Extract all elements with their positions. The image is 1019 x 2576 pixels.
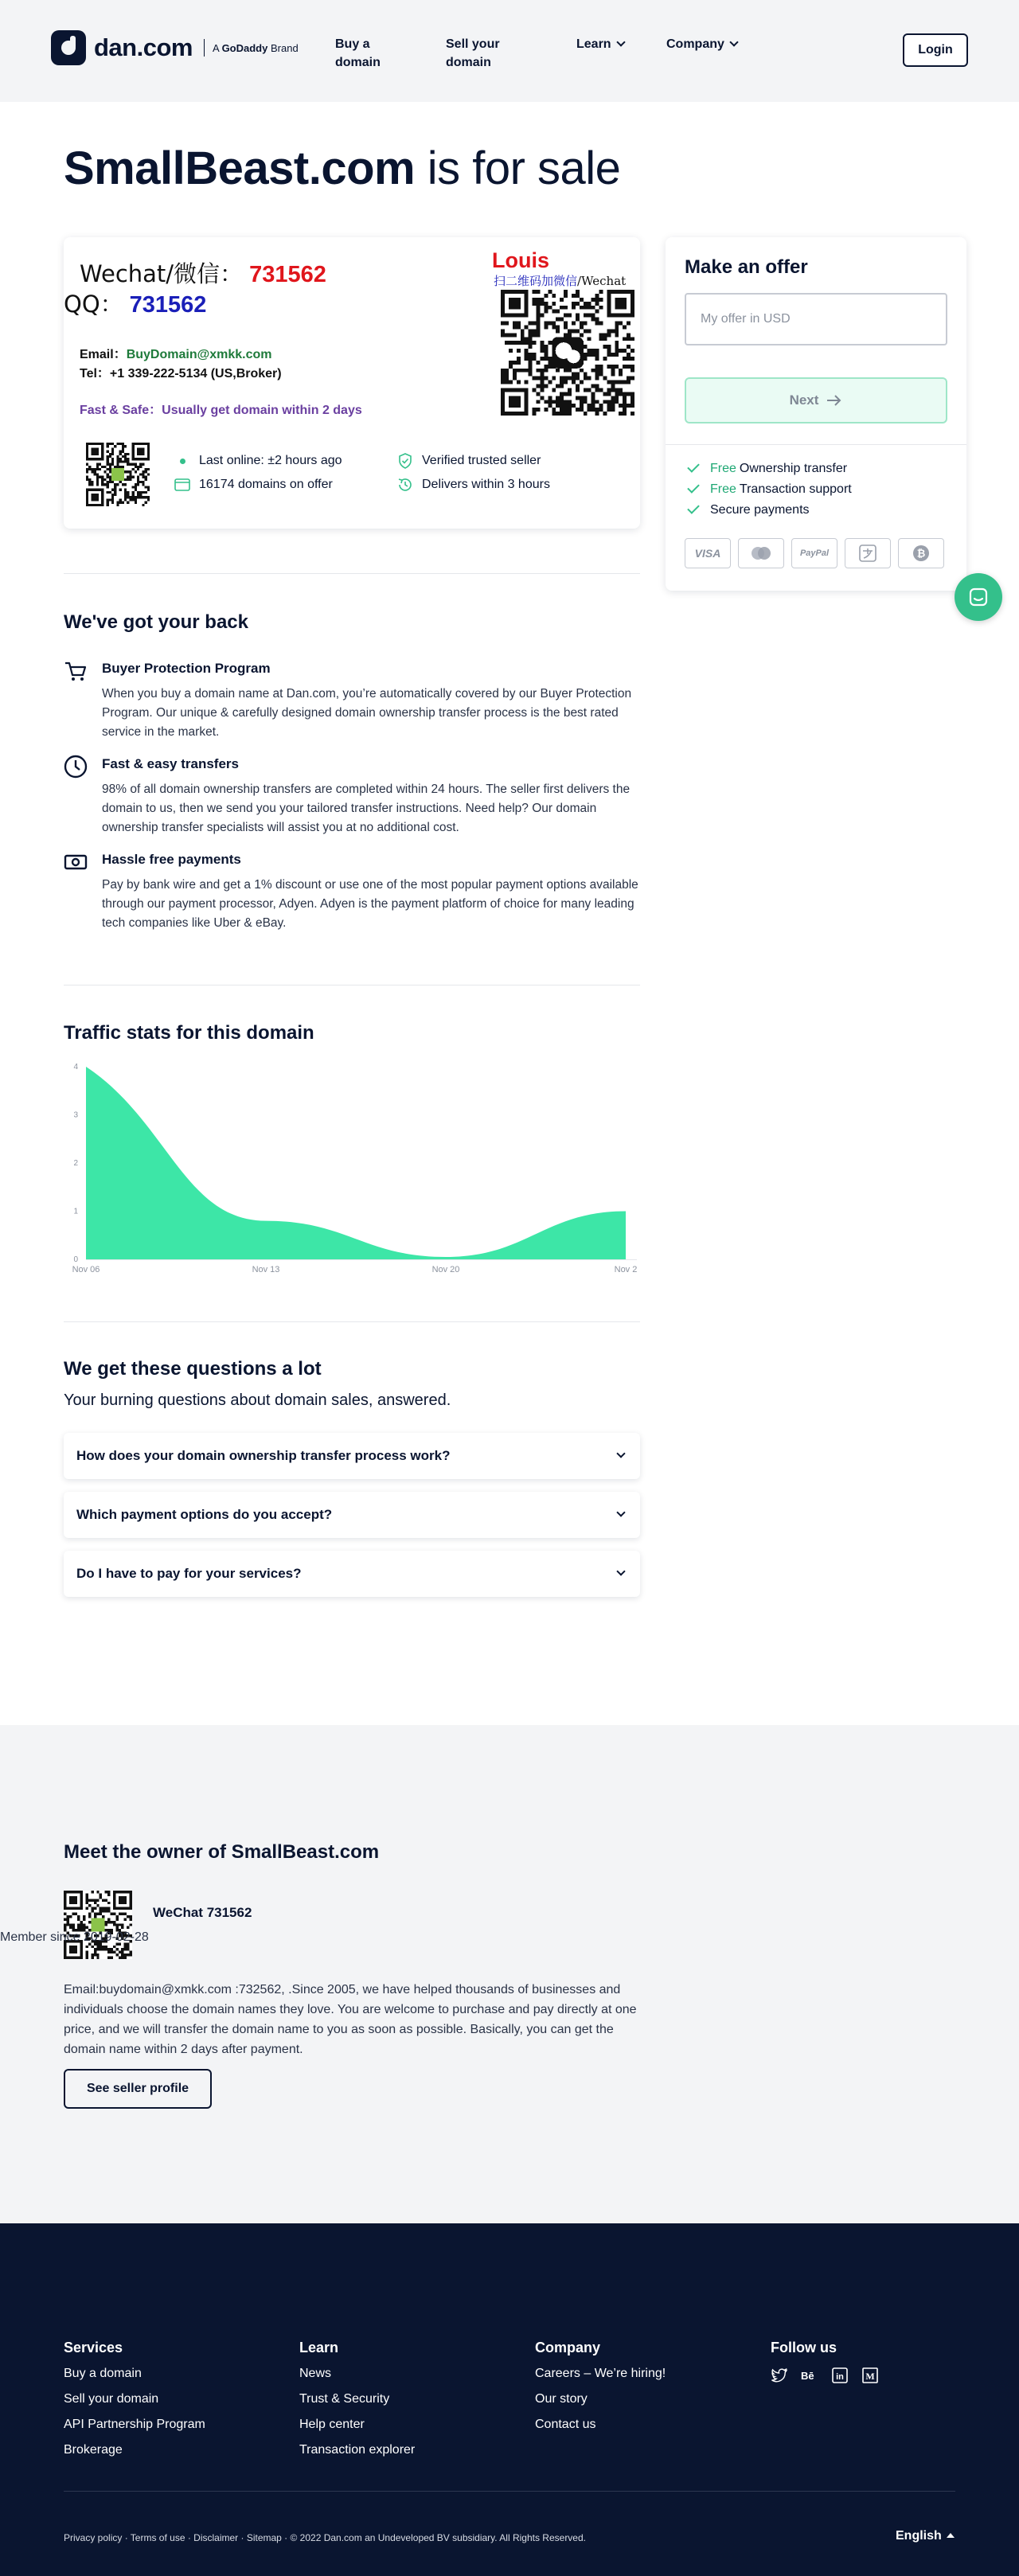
delivery-time: Delivers within 3 hours	[396, 476, 550, 494]
faq-subtitle: Your burning questions about domain sales, answered.	[64, 1391, 451, 1409]
footer-link[interactable]: Brokerage	[64, 2443, 123, 2457]
card-icon	[174, 478, 190, 491]
feature-text: 98% of all domain ownership transfers are completed within 24 hours. The seller first delivers the domain to us, then we send you your tailored transfer instructions. Need help? Our domain ownership transfer specialists will assist you at no additional cost.	[102, 783, 631, 834]
footer-link[interactable]: Transaction explorer	[299, 2443, 416, 2457]
y-tick-label: 4	[73, 1063, 78, 1071]
see-seller-profile-button[interactable]: See seller profile	[64, 2069, 212, 2109]
logo-separator	[204, 39, 205, 57]
caret-up-icon	[947, 2533, 955, 2538]
perk-secure-payments: Secure payments	[688, 503, 810, 517]
last-online: Last online: ±2 hours ago	[174, 452, 342, 470]
legal-text[interactable]: Privacy policy · Terms of use · Disclaimer · Sitemap · © 2022 Dan.com an Undeveloped BV subsidiary. All Rights Reserved.	[64, 2532, 586, 2543]
alipay-icon	[845, 538, 891, 568]
chevron-down-icon	[729, 37, 738, 46]
nav-company[interactable]: Company	[666, 35, 737, 53]
email-line: Email：BuyDomain@xmkk.com	[80, 348, 272, 361]
footer-follow-title: Follow us	[771, 2340, 837, 2355]
owner-section	[0, 1725, 1019, 2223]
seller-qr-code-icon	[86, 443, 150, 506]
dan-logo-icon	[51, 30, 86, 65]
faq-item[interactable]: Which payment options do you accept?	[64, 1492, 640, 1538]
traffic-title: Traffic stats for this domain	[64, 1022, 314, 1044]
qq-line: QQ： 731562	[64, 291, 207, 318]
footer-link[interactable]: News	[299, 2367, 332, 2380]
y-tick-label: 2	[73, 1159, 78, 1168]
svg-text:M: M	[865, 2371, 875, 2382]
seller-card	[64, 237, 640, 529]
wechat-qr-code-icon	[500, 290, 635, 416]
offer-divider	[666, 444, 966, 445]
traffic-area-series	[86, 1067, 626, 1259]
tel-line: Tel：+1 339-222-5134 (US,Broker)	[80, 367, 282, 381]
twitter-icon[interactable]	[771, 2367, 788, 2384]
back-section-title: We've got your back	[64, 611, 248, 633]
medium-icon[interactable]	[861, 2367, 879, 2384]
owner-avatar-qr-icon	[64, 1891, 132, 1959]
refresh-clock-icon	[397, 477, 413, 493]
perk-transaction-support: Free Transaction support	[688, 482, 852, 497]
y-tick-label: 0	[73, 1255, 78, 1264]
faq-title: We get these questions a lot	[64, 1358, 322, 1380]
domains-on-offer: 16174 domains on offer	[174, 476, 333, 494]
check-icon	[687, 481, 700, 494]
chat-support-button[interactable]	[955, 573, 1002, 621]
logo-text: dan.com	[94, 33, 193, 61]
chevron-down-icon	[616, 37, 625, 46]
cash-icon	[64, 850, 88, 874]
social-links	[771, 2367, 879, 2384]
x-tick-label: Nov 2	[614, 1265, 638, 1274]
godaddy-brand: A GoDaddy Brand	[212, 41, 299, 54]
paypal-icon: PayPal	[791, 538, 837, 568]
footer-company-title: Company	[535, 2340, 601, 2355]
faq-item[interactable]: How does your domain ownership transfer process work?	[64, 1433, 640, 1479]
owner-name: WeChat 731562	[153, 1905, 252, 1920]
dan-logo[interactable]	[51, 30, 299, 65]
bitcoin-icon	[898, 538, 944, 568]
footer-link[interactable]: Help center	[299, 2418, 365, 2431]
mastercard-icon	[738, 538, 784, 568]
next-button[interactable]: Next	[685, 377, 947, 423]
qr-owner-name: Louis	[492, 248, 549, 272]
qr-caption: 扫二维码加微信/Wechat	[494, 274, 627, 288]
check-icon	[687, 460, 700, 473]
login-button[interactable]: Login	[903, 33, 968, 67]
footer-services-title: Services	[64, 2340, 123, 2355]
chevron-down-icon	[616, 1449, 625, 1458]
divider	[64, 573, 640, 574]
cart-icon	[64, 659, 88, 683]
clock-icon	[64, 755, 88, 779]
check-icon	[687, 502, 700, 514]
footer-link[interactable]: Contact us	[535, 2418, 596, 2431]
feature-text: Pay by bank wire and get a 1% discount or use one of the most popular payment options available through our payment processor, Adyen. Adyen is the payment platform of choice for many leading tech companies like Uber & eBay.	[102, 878, 638, 930]
divider	[64, 985, 640, 986]
y-tick-label: 1	[73, 1207, 78, 1216]
footer-link[interactable]: API Partnership Program	[64, 2418, 205, 2431]
online-dot-icon	[180, 459, 185, 464]
shield-check-icon	[398, 453, 412, 469]
visa-icon: VISA	[685, 538, 731, 568]
chevron-down-icon	[616, 1567, 625, 1575]
footer-link[interactable]: Trust & Security	[299, 2392, 390, 2406]
divider	[64, 1321, 640, 1322]
feature-text: When you buy a domain name at Dan.com, you’re automatically covered by our Buyer Protection Program. Our unique & carefully designed domain ownership transfer process is the best rated service in the market.	[102, 687, 632, 739]
footer-link[interactable]: Sell your domain	[64, 2392, 159, 2406]
x-tick-label: Nov 06	[72, 1265, 100, 1274]
y-tick-label: 3	[73, 1110, 78, 1120]
svg-text:₿: ₿	[916, 547, 926, 560]
verified-seller: Verified trusted seller	[396, 452, 541, 470]
feature-title: Buyer Protection Program	[102, 661, 271, 676]
svg-text:in: in	[836, 2372, 844, 2382]
svg-text:Bē: Bē	[801, 2370, 814, 2382]
page-title: SmallBeast.com is for sale	[64, 142, 621, 194]
traffic-chart	[64, 1059, 645, 1282]
x-tick-label: Nov 20	[431, 1265, 460, 1274]
nav-sell-domain[interactable]: Sell your domain	[446, 37, 500, 69]
nav-learn[interactable]: Learn	[576, 35, 624, 53]
behance-icon[interactable]	[801, 2367, 818, 2384]
offer-amount-input[interactable]	[685, 293, 947, 345]
footer-link[interactable]: Careers – We’re hiring!	[535, 2367, 666, 2380]
owner-title: Meet the owner of SmallBeast.com	[64, 1841, 380, 1863]
nav-buy-domain[interactable]: Buy a domain	[335, 37, 381, 69]
feature-title: Hassle free payments	[102, 852, 241, 867]
owner-bio: Email:buydomain@xmkk.com :732562, .Since 2005, we have helped thousands of businesses and individuals choose the domain names they love. You are welcome to purchase and pay directly at one price, and we will transfer the domain name to you as soon as possible. Basically, you can get the domain name within 2 days after payment.	[64, 1983, 637, 2056]
wechat-line: Wechat/微信： 731562	[80, 260, 326, 287]
offer-title: Make an offer	[685, 256, 808, 278]
footer-link[interactable]: Buy a domain	[64, 2367, 142, 2380]
perk-ownership-transfer: Free Ownership transfer	[688, 462, 847, 476]
site-footer	[0, 2223, 1019, 2576]
faq-item[interactable]: Do I have to pay for your services?	[64, 1551, 640, 1597]
feature-title: Fast & easy transfers	[102, 756, 239, 771]
fast-safe-line: Fast & Safe：Usually get domain within 2 days	[80, 404, 362, 417]
footer-link[interactable]: Our story	[535, 2392, 588, 2406]
make-offer-panel	[666, 237, 966, 591]
x-tick-label: Nov 13	[252, 1265, 280, 1274]
site-header	[0, 0, 1019, 102]
chat-icon	[967, 586, 990, 608]
footer-divider	[64, 2491, 955, 2492]
linkedin-icon[interactable]	[831, 2367, 849, 2384]
member-since: Member since 2019-02-28	[0, 1930, 149, 1944]
language-selector[interactable]: English	[896, 2529, 955, 2543]
payment-methods	[685, 538, 944, 568]
footer-learn-title: Learn	[299, 2340, 339, 2355]
chevron-down-icon	[616, 1508, 625, 1516]
arrow-right-icon	[826, 395, 842, 406]
